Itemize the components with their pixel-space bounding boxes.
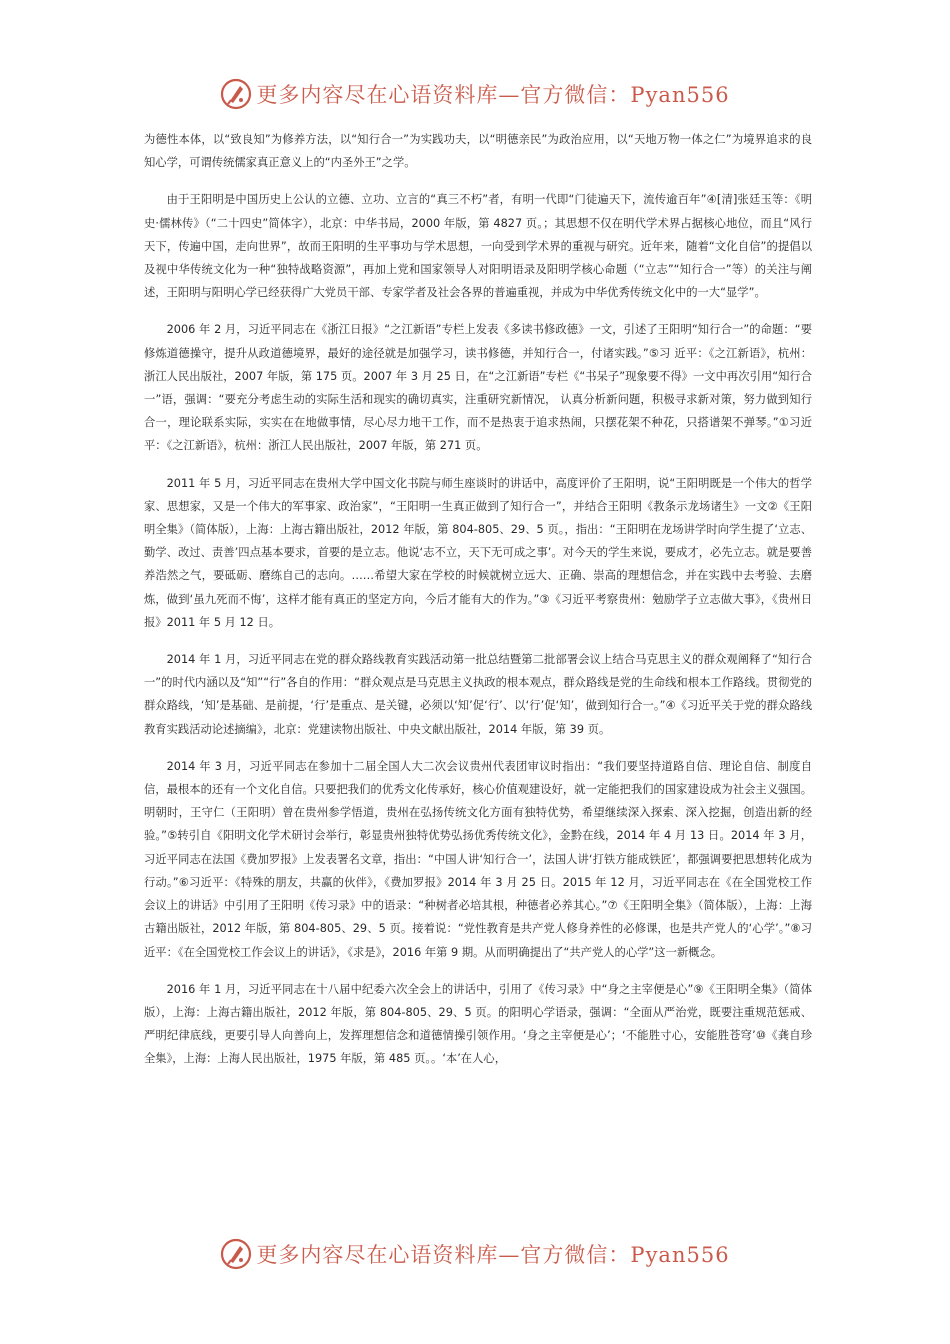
pen-nib-logo-icon: [220, 1238, 252, 1270]
paragraph: 为德性本体，以“致良知”为修养方法，以“知行合一”为实践功夫，以“明德亲民”为政治应用，以“天地万物一体之仁”为境界追求的良知心学，可谓传统儒家真正意义上的“内圣外王”之学。: [144, 133, 812, 170]
footer-banner: [0, 1232, 950, 1276]
banner-text: 更多内容尽在心语资料库—官方微信：Pyan556: [256, 1243, 730, 1267]
paragraph: 2014 年 1 月，习近平同志在党的群众路线教育实践活动第一批总结暨第二批部署会议上结合马克思主义的群众观阐释了“知行合一”的时代内涵以及“知”“行”各自的作用：“群众观点是马克思主义执政的根本观点，群众路线是党的生命线和根本工作路线。贯彻党的群众路线，‘知’是基础、是前提，‘行’是重点、是关键，必须以‘知’促‘行’、以‘行’促‘知’，做到知行合一。”④《习近平关于党的群众路线教育实践活动论述摘编》，北京：党建读物出版社、中央文献出版社，2014 年版，第 39 页。: [144, 653, 812, 736]
paragraph: 由于王阳明是中国历史上公认的立德、立功、立言的“真三不朽”者，有明一代即“门徒遍天下，流传逾百年”④[清]张廷玉等：《明史·儒林传》（“二十四史”简体字），北京：中华书局，2000 年版，第 4827 页。；其思想不仅在明代学术界占据核心地位，而且“风行天下，传遍中国，走向世界”，故而王阳明的生平事功与学术思想，一向受到学术界的重视与研究。近年来，随着“文化自信”的提倡以及视中华传统文化为一种“独特战略资源”，再加上党和国家领导人对阳明语录及阳明学核心命题（“立志”“知行合一”等）的关注与阐述，王阳明与阳明心学已经获得广大党员干部、专家学者及社会各界的普遍重视，并成为中华优秀传统文化中的一大“显学”。: [144, 193, 812, 300]
paragraph: 2014 年 3 月，习近平同志在参加十二届全国人大二次会议贵州代表团审议时指出：“我们要坚持道路自信、理论自信、制度自信，最根本的还有一个文化自信。只要把我们的优秀文化传承好，核心价值观建设好，就一定能把我们的国家建设成为社会主义强国。明朝时，王守仁（王阳明）曾在贵州参学悟道，贵州在弘扬传统文化方面有独特优势，希望继续深入探索、深入挖掘，创造出新的经验。”⑤转引自《阳明文化学术研讨会举行，彰显贵州独特优势弘扬优秀传统文化》，金黔在线，2014 年 4 月 13 日。2014 年 3 月，习近平同志在法国《费加罗报》上发表署名文章，指出：“中国人讲‘知行合一’，法国人讲‘打铁方能成铁匠’，都强调要把思想转化成为行动。”⑥习近平：《特殊的朋友，共赢的伙伴》，《费加罗报》2014 年 3 月 25 日。2015 年 12 月，习近平同志在《在全国党校工作会议上的讲话》中引用了王阳明《传习录》中的语录：“种树者必培其根，种德者必养其心。”⑦《王阳明全集》（简体版），上海：上海古籍出版社，2012 年版，第 804-805、29、5 页。接着说：“党性教育是共产党人修身养性的必修课，也是共产党人的‘心学’。”⑧习近平：《在全国党校工作会议上的讲话》，《求是》，2016 年第 9 期。从而明确提出了“共产党人的心学”这一新概念。: [144, 759, 812, 959]
pen-nib-logo-icon: [220, 78, 252, 110]
paragraph: 2006 年 2 月，习近平同志在《浙江日报》“之江新语”专栏上发表《多读书修政德》一文，引述了王阳明“知行合一”的命题：“要修炼道德操守，提升从政道德境界，最好的途径就是加强学习，读书修德，并知行合一，付诸实践。”⑤习 近平：《之江新语》，杭州：浙江人民出版社，2007 年版，第 175 页。2007 年 3 月 25 日，在“之江新语”专栏《“书呆子”现象要不得》一文中再次引用“知行合一”语，强调：“要充分考虑生动的实际生活和现实的确切真实，注重研究新情况， 认真分析新问题，积极寻求新对策，努力做到知行合一，理论联系实际，实实在在地做事情，尽心尽力地干工作，而不是热衷于追求热闹，只摆花架不种花，只搭谱架不弹琴。”①习近平：《之江新语》，杭州：浙江人民出版社，2007 年版，第 271 页。: [144, 323, 812, 453]
document-body: [144, 128, 812, 1085]
banner-text: 更多内容尽在心语资料库—官方微信：Pyan556: [256, 83, 730, 107]
paragraph: 2011 年 5 月，习近平同志在贵州大学中国文化书院与师生座谈时的讲话中，高度评价了王阳明，说“王阳明既是一个伟大的哲学家、思想家，又是一个伟大的军事家、政治家”，“王阳明一生真正做到了知行合一”，并结合王阳明《教条示龙场诸生》一文②《王阳明全集》（简体版），上海：上海古籍出版社，2012 年版，第 804-805、29、5 页。，指出：“王阳明在龙场讲学时向学生提了‘立志、勤学、改过、责善’四点基本要求，首要的是立志。他说‘志不立，天下无可成之事’。对今天的学生来说，要成才，必先立志。就是要善养浩然之气，要砥砺、磨练自己的志向。……希望大家在学校的时候就树立远大、正确、崇高的理想信念，并在实践中去考验、去磨炼，做到‘虽九死而不悔’，这样才能有真正的坚定方向，今后才能有大的作为。”③《习近平考察贵州：勉励学子立志做大事》，《贵州日报》2011 年 5 月 12 日。: [144, 476, 812, 629]
paragraph: 2016 年 1 月，习近平同志在十八届中纪委六次全会上的讲话中，引用了《传习录》中“身之主宰便是心”⑨《王阳明全集》（简体版），上海：上海古籍出版社，2012 年版，第 804-805、29、5 页。的阳明心学语录，强调：“全面从严治党，既要注重规范惩戒、严明纪律底线，更要引导人向善向上，发挥理想信念和道德情操引领作用。‘身之主宰便是心’；‘不能胜寸心，安能胜苍穹’⑩《龚自珍全集》，上海：上海人民出版社，1975 年版，第 485 页。。‘本’在人心，: [144, 982, 812, 1066]
header-banner: [0, 72, 950, 116]
